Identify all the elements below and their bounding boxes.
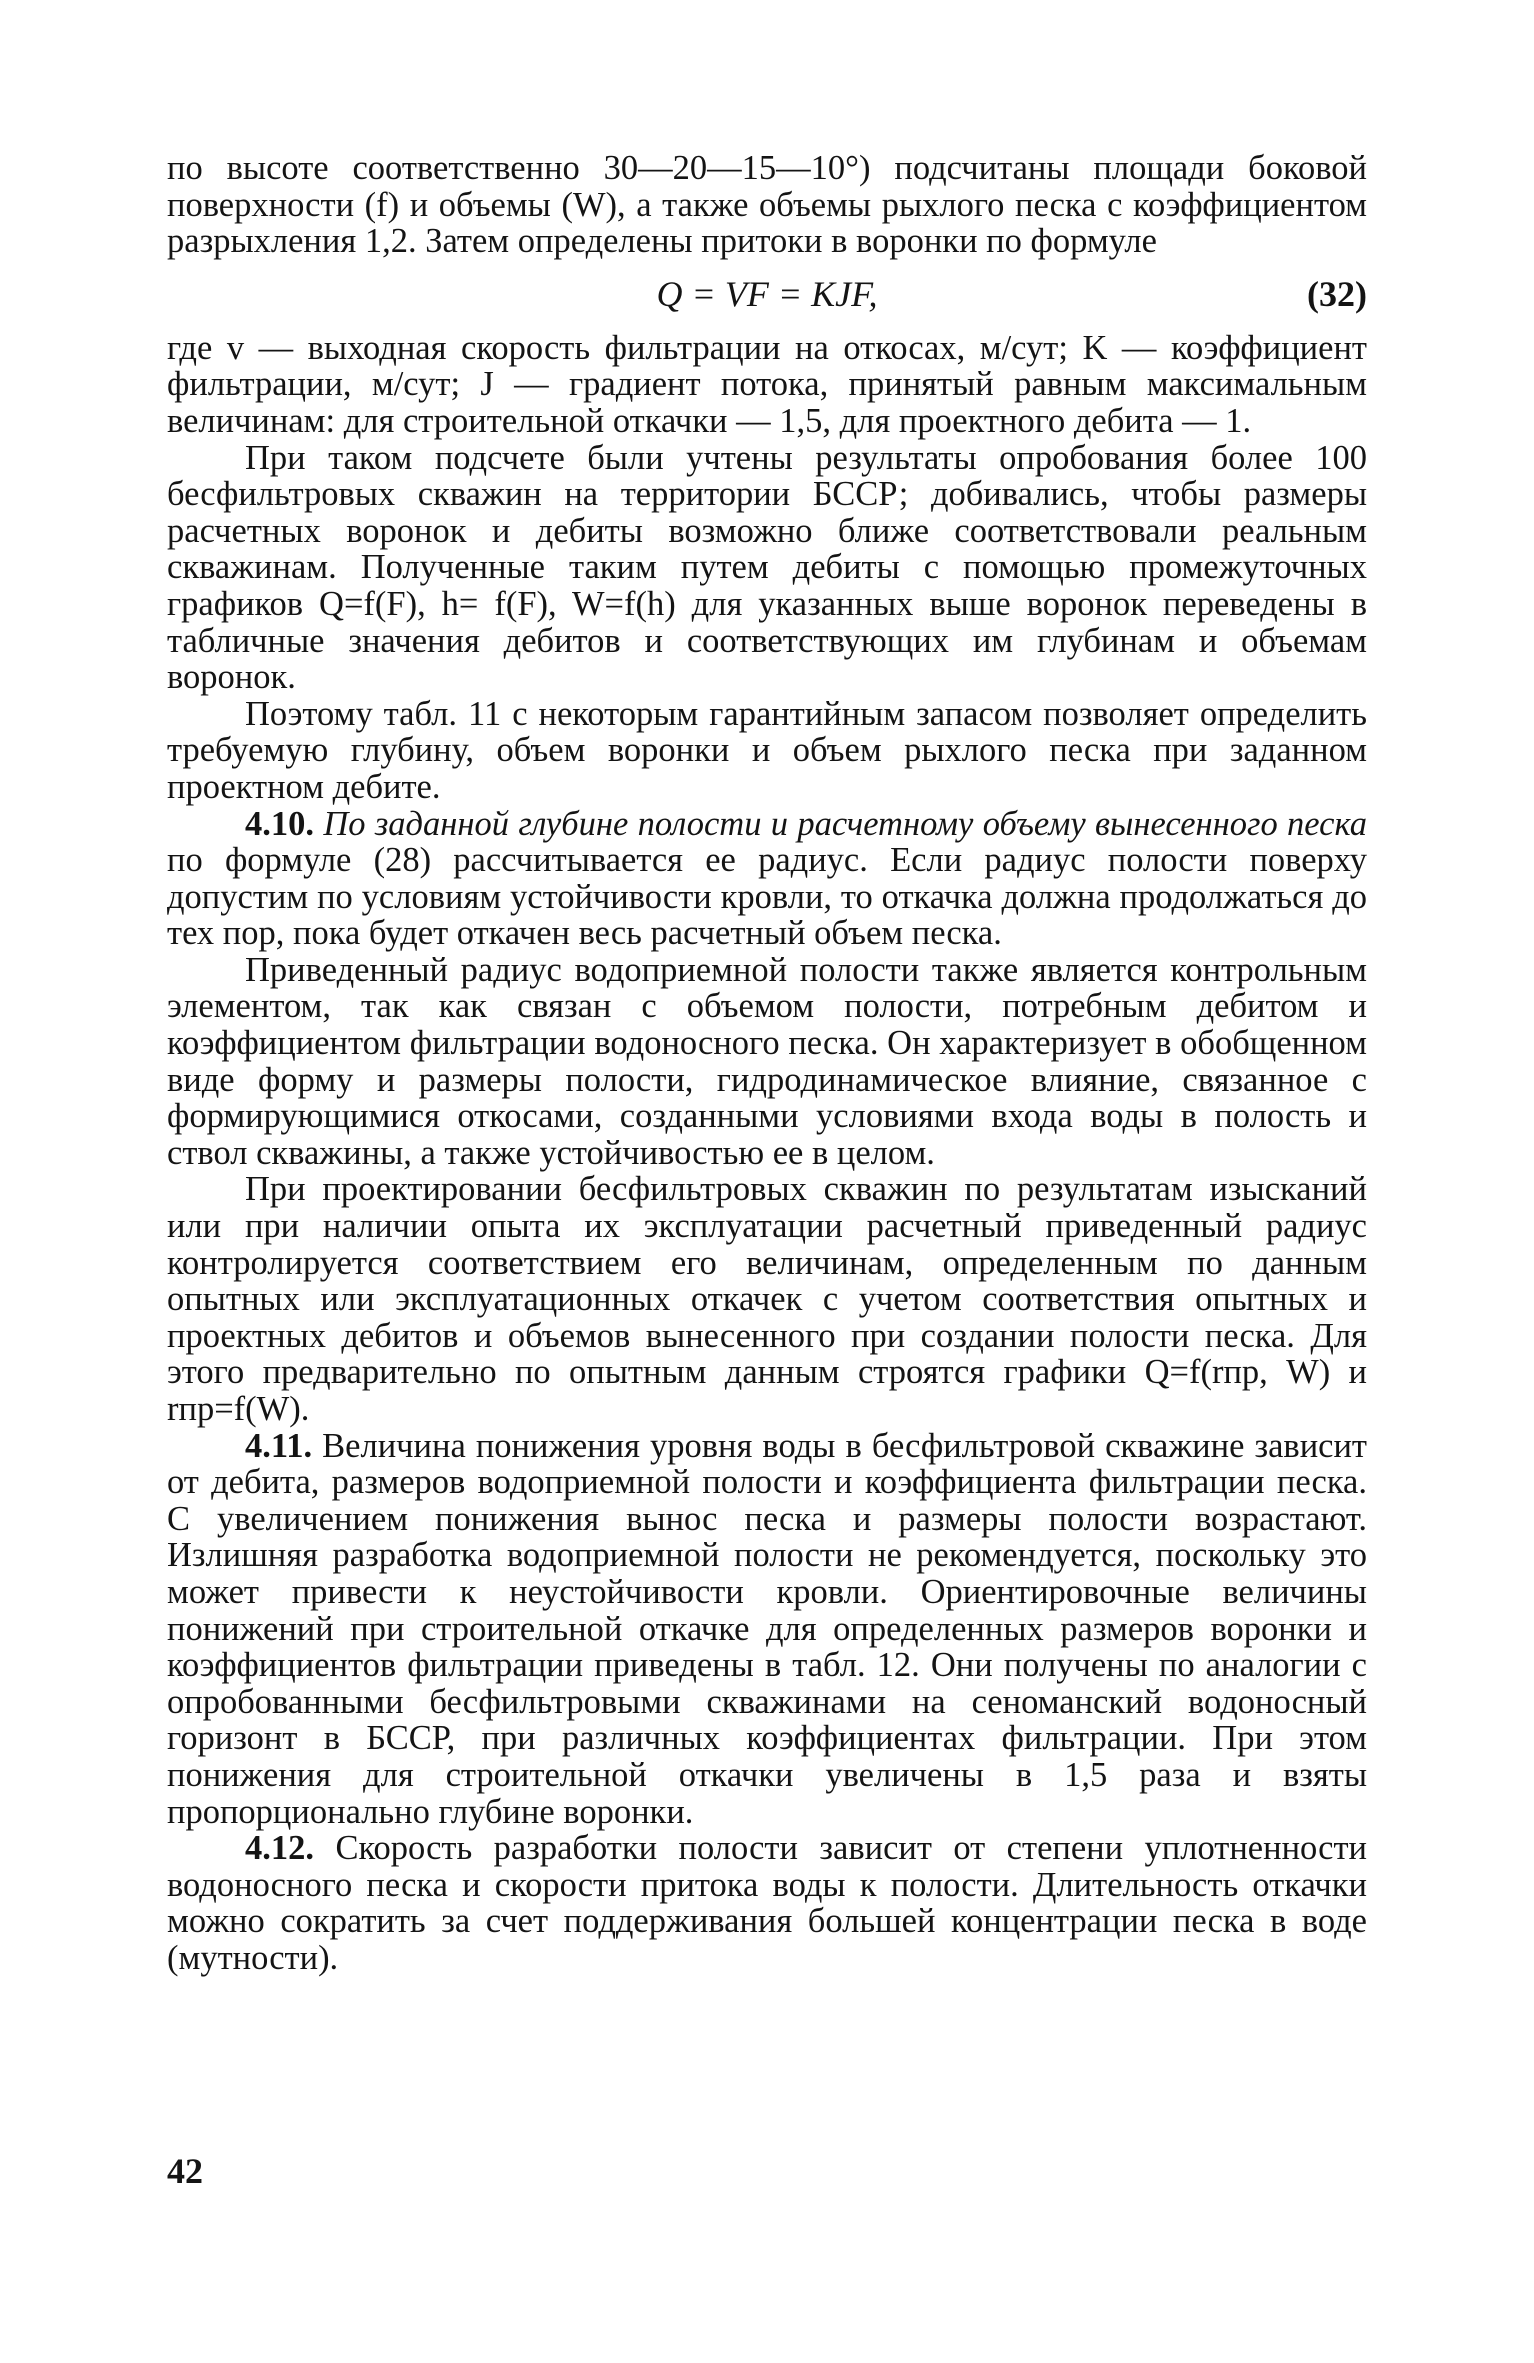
section-number: 4.10. xyxy=(245,804,314,843)
section-lead: По заданной глубине полости и расчетному объему вынесенного песка xyxy=(323,804,1367,843)
text-block-main xyxy=(167,330,1367,1977)
section-number: 4.12. xyxy=(245,1829,314,1868)
page-number: 42 xyxy=(167,2151,203,2191)
page-body xyxy=(167,150,1367,1977)
paragraph-intro: по высоте соответственно 30—20—15—10°) подсчитаны площади боковой поверхности (f) и объемы (W), а также объемы рыхлого песка с коэффициентом разрыхления 1,2. Затем определены притоки в воронки по формуле xyxy=(167,149,1367,261)
section-text: Скорость разработки полости зависит от степени уплотненности водоносного песка и скорости притока воды к полости. Длительность откачки можно сократить за счет поддерживания большей концентрации песка в воде (мутности). xyxy=(167,1829,1367,1977)
paragraph-radius: Приведенный радиус водоприемной полости также является контрольным элементом, так как связан с объемом полости, потребным дебитом и коэффициентом фильтрации водоносного песка. Он характеризует в обобщенном виде форму и размеры полости, гидродинамическое влияние, связанное с формирующимися откосами, созданными условиями входа воды в полость и ствол скважины, а также устойчивостью ее в целом. xyxy=(167,950,1367,1172)
section-text: по формуле (28) рассчитывается ее радиус. Если радиус полости поверху допустим по условиям устойчивости кровли, то откачка должна продолжаться до тех пор, пока будет откачен весь расчетный объем песка. xyxy=(167,841,1367,953)
section-4-11 xyxy=(167,1428,1367,1831)
paragraph-where: где v — выходная скорость фильтрации на откосах, м/сут; K — коэффициент фильтрации, м/сут; J — градиент потока, принятый равным максимальным величинам: для строительной откачки — 1,5, для проектного дебита — 1. xyxy=(167,328,1367,440)
formula-32 xyxy=(167,268,1367,320)
section-number: 4.11. xyxy=(245,1426,313,1465)
section-4-10 xyxy=(167,806,1367,952)
section-text: Величина понижения уровня воды в бесфильтровой скважине зависит от дебита, размеров водоприемной полости и коэффициента фильтрации песка. С увеличением понижения вынос песка и размеры полости возрастают. Излишняя разработка водоприемной полости не рекомендуется, поскольку это может привести к неустойчивости кровли. Ориентировочные величины понижений при строительной откачке для определенных размеров воронки и коэффициентов фильтрации приведены в табл. 12. Они получены по аналогии с опробованными бесфильтровыми скважинами на сеноманский водоносный горизонт в БССР, при различных коэффициентах фильтрации. При этом понижения для строительной откачки увеличены в 1,5 раза и взяты пропорционально глубине воронки. xyxy=(167,1426,1368,1831)
formula-expression: Q = VF = KJF, xyxy=(656,273,878,314)
paragraph-table: Поэтому табл. 11 с некоторым гарантийным запасом позволяет определить требуемую глубину, объем воронки и объем рыхлого песка при заданном проектном дебите. xyxy=(167,694,1367,806)
text-block-top xyxy=(167,150,1367,260)
paragraph-design: При проектировании бесфильтровых скважин по результатам изысканий или при наличии опыта их эксплуатации расчетный приведенный радиус контролируется соответствием его величинам, определенным по данным опытных или эксплуатационных откачек с учетом соответствия опытных и проектных дебитов и объемов вынесенного при создании полости песка. Для этого предварительно по опытным данным строятся графики Q=f(rпр, W) и rпр=f(W). xyxy=(167,1170,1367,1428)
formula-number: (32) xyxy=(1307,273,1367,314)
paragraph-count: При таком подсчете были учтены результаты опробования более 100 бесфильтровых скважин на территории БССР; добивались, чтобы размеры расчетных воронок и дебиты возможно ближе соответствовали реальным скважинам. Полученные таким путем дебиты с помощью промежуточных графиков Q=f(F), h= f(F), W=f(h) для указанных выше воронок переведены в табличные значения дебитов и соответствующих им глубинам и объемам воронок. xyxy=(167,438,1367,697)
section-4-12 xyxy=(167,1830,1367,1976)
